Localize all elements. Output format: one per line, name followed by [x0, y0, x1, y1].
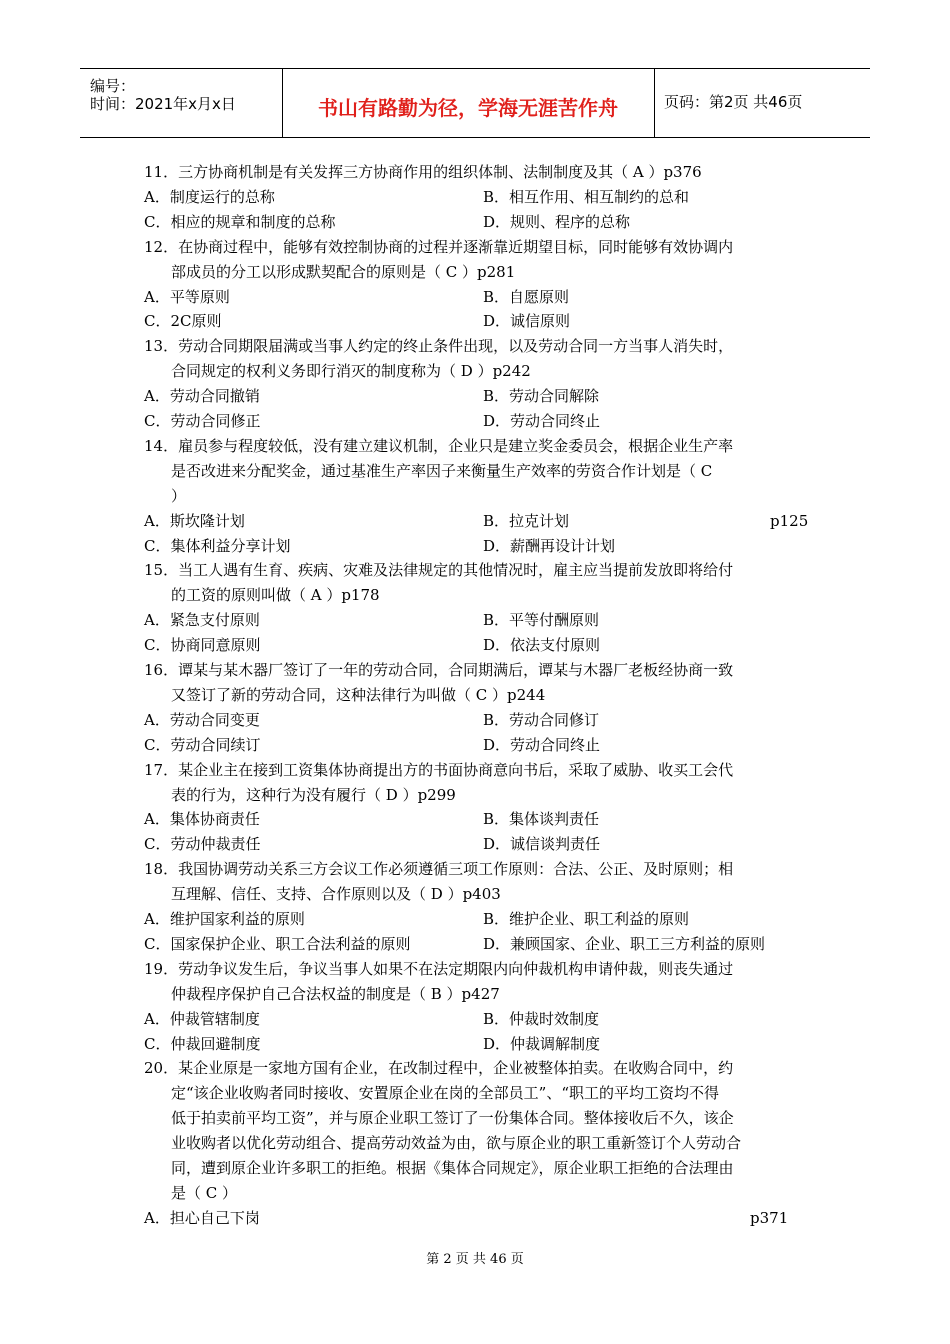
- option-right: B．拉克计划: [483, 511, 570, 530]
- option-right: B．劳动合同解除: [483, 387, 600, 406]
- option-right: D．劳动合同终止: [483, 735, 601, 754]
- question-text: 13．劳动合同期限届满或当事人约定的终止条件出现，以及劳动合同一方当事人消失时，: [144, 337, 734, 356]
- option-right: B．相互作用、相互制约的总和: [483, 187, 690, 206]
- option-left: A．紧急支付原则: [144, 611, 260, 630]
- page-reference: p371: [750, 1208, 789, 1227]
- option-right: B．仲裁时效制度: [483, 1009, 600, 1028]
- option-left: C．劳动仲裁责任: [144, 835, 261, 854]
- option-right: D．诚信原则: [483, 312, 571, 331]
- question-text: 14．雇员参与程度较低，没有建立建议机制，企业只是建立奖金委员会，根据企业生产率: [144, 436, 734, 455]
- question-text: 20．某企业原是一家地方国有企业，在改制过程中，企业被整体拍卖。在收购合同中，约: [144, 1059, 734, 1078]
- question-text: 16．谭某与某木器厂签订了一年的劳动合同，合同期满后，谭某与木器厂老板经协商一致: [144, 661, 734, 679]
- option-left: A．仲裁管辖制度: [144, 1009, 260, 1028]
- page-reference: p125: [770, 511, 809, 530]
- option-left: A．劳动合同变更: [144, 710, 260, 729]
- question-text: 15．当工人遇有生育、疾病、灾难及法律规定的其他情况时，雇主应当提前发放即将给付: [144, 561, 734, 580]
- question-text-continued: 又签订了新的劳动合同，这种法律行为叫做（ C ）p244: [171, 685, 546, 704]
- option-right: B．劳动合同修订: [483, 710, 600, 729]
- question-text-continued: 合同规定的权利义务即行消灭的制度称为（ D ）p242: [171, 362, 531, 381]
- question-text-continued: 表的行为，这种行为没有履行（ D ）p299: [171, 785, 456, 804]
- question-text-continued: 部成员的分工以形成默契配合的原则是（ C ）p281: [171, 262, 516, 281]
- page-footer: 第 2 页 共 46 页: [426, 1252, 524, 1267]
- option-left: A．维护国家利益的原则: [144, 910, 305, 928]
- option-right: D．劳动合同终止: [483, 412, 601, 430]
- option-left: C．劳动合同修正: [144, 412, 261, 430]
- option-left: A．斯坎隆计划: [144, 511, 245, 530]
- question-text-continued: 是（ C ）: [171, 1183, 238, 1202]
- question-text: 17．某企业主在接到工资集体协商提出方的书面协商意向书后，采取了威胁、收买工会代: [144, 760, 734, 779]
- header-motto: 书山有路勤为径，学海无涯苦作舟: [318, 95, 618, 120]
- header-motto-cell: [282, 69, 655, 137]
- option-right: D．薪酬再设计计划: [483, 536, 616, 555]
- option-left: A．平等原则: [144, 287, 230, 306]
- question-text-continued: 的工资的原则叫做（ A ）p178: [171, 586, 380, 605]
- option-left: A．劳动合同撤销: [144, 387, 260, 406]
- option-right: D．仲裁调解制度: [483, 1034, 601, 1053]
- question-text-continued: 业收购者以优化劳动组合、提高劳动效益为由，欲与原企业的职工重新签订个人劳动合: [171, 1134, 742, 1153]
- option-left: C．协商同意原则: [144, 636, 261, 655]
- question-text: 19．劳动争议发生后，争议当事人如果不在法定期限内向仲裁机构申请仲裁，则丧失通过: [144, 959, 734, 978]
- option-right: D．规则、程序的总称: [483, 212, 631, 231]
- question-text: 11．三方协商机制是有关发挥三方协商作用的组织体制、法制制度及其（ A ）p376: [144, 163, 702, 181]
- option-right: D．兼顾国家、企业、职工三方利益的原则: [483, 934, 766, 953]
- option-left: A．制度运行的总称: [144, 187, 275, 206]
- question-text: 12．在协商过程中，能够有效控制协商的过程并逐渐靠近期望目标，同时能够有效协调内: [144, 237, 734, 256]
- option-left: A．集体协商责任: [144, 810, 260, 829]
- question-text-continued: 互理解、信任、支持、合作原则以及（ D ）p403: [171, 885, 501, 904]
- page-header: [80, 68, 870, 138]
- option-right: B．平等付酬原则: [483, 611, 600, 630]
- question-text-continued: 同，遭到原企业许多职工的拒绝。根据《集体合同规定》，原企业职工拒绝的合法理由: [171, 1159, 734, 1177]
- question-text: 18．我国协调劳动关系三方会议工作必须遵循三项工作原则：合法、公正、及时原则；相: [144, 860, 734, 879]
- option-left: C．集体利益分享计划: [144, 536, 291, 555]
- option-left: C．仲裁回避制度: [144, 1034, 261, 1053]
- option-right: D．诚信谈判责任: [483, 835, 601, 854]
- option-right: B．集体谈判责任: [483, 810, 600, 829]
- question-text-continued: 是否改进来分配奖金，通过基准生产率因子来衡量生产效率的劳资合作计划是（ C: [171, 461, 713, 480]
- option-left: C．相应的规章和制度的总称: [144, 212, 336, 231]
- question-text-continued: ）: [171, 486, 187, 505]
- question-text-continued: 仲裁程序保护自己合法权益的制度是（ B ）p427: [171, 984, 500, 1003]
- option-left: C．国家保护企业、职工合法利益的原则: [144, 934, 411, 953]
- time-label: 时间：2021年x月x日: [90, 95, 236, 113]
- code-label: 编号：: [90, 77, 136, 95]
- option-left: A．担心自己下岗: [144, 1208, 260, 1227]
- option-right: D．依法支付原则: [483, 636, 601, 655]
- question-text-continued: 定“该企业收购者同时接收、安置原企业在岗的全部员工”、“职工的平均工资均不得: [171, 1084, 720, 1103]
- option-left: C．劳动合同续订: [144, 735, 261, 754]
- page-info: 页码：第2页 共46页: [664, 93, 803, 111]
- option-right: B．维护企业、职工利益的原则: [483, 910, 690, 928]
- header-meta: [80, 69, 283, 137]
- question-text-continued: 低于拍卖前平均工资”，并与原企业职工签订了一份集体合同。整体接收后不久，该企: [171, 1109, 734, 1128]
- option-left: C．2C原则: [144, 312, 222, 331]
- option-right: B．自愿原则: [483, 287, 570, 306]
